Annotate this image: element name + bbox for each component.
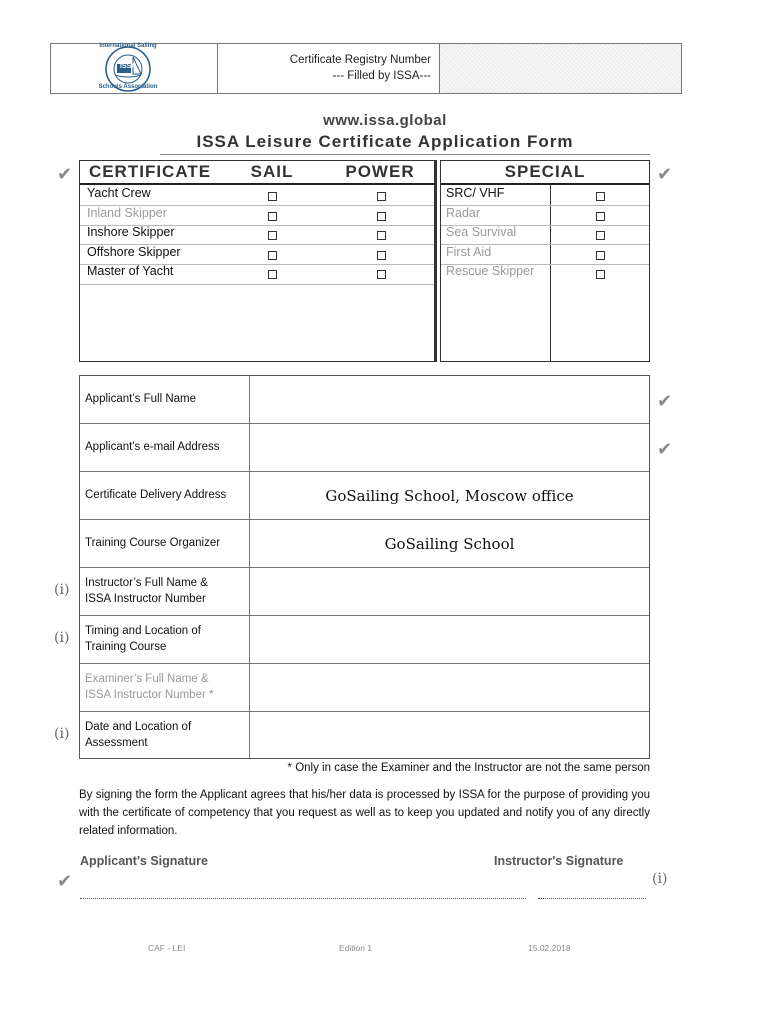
registry-note: --- Filled by ISSA---	[332, 70, 431, 82]
certificate-row-label: Inshore Skipper	[87, 225, 175, 240]
row-rule	[80, 284, 434, 285]
special-checkbox[interactable]	[596, 212, 605, 221]
check-icon: ✔	[657, 439, 673, 459]
certificate-row-label: Master of Yacht	[87, 264, 174, 279]
power-checkbox[interactable]	[377, 251, 386, 260]
special-checkbox[interactable]	[596, 231, 605, 240]
applicant-row	[80, 376, 649, 424]
power-checkbox[interactable]	[377, 192, 386, 201]
power-checkbox[interactable]	[377, 212, 386, 221]
special-row-label: First Aid	[446, 244, 492, 259]
applicant-field-label: Applicant's e-mail Address	[85, 441, 220, 453]
applicant-row	[80, 472, 649, 520]
check-icon: ✔	[657, 391, 673, 411]
applicant-field-value[interactable]	[250, 376, 649, 423]
applicant-field-label: Applicant’s Full Name	[85, 393, 197, 405]
applicant-row	[80, 520, 649, 568]
form-title: ISSA Leisure Certificate Application Form	[196, 132, 574, 151]
form-edition: Edition 1	[339, 943, 373, 953]
header-rule	[80, 183, 435, 185]
registry-cell	[217, 44, 440, 93]
applicant-signature-line[interactable]	[80, 898, 526, 899]
title-rule	[160, 154, 650, 155]
registry-label: Certificate Registry Number	[289, 54, 431, 66]
applicant-row	[80, 616, 649, 664]
applicant-field-label: Date and Location of Assessment	[85, 721, 192, 749]
special-row-label: Rescue Skipper	[446, 264, 535, 279]
power-checkbox[interactable]	[377, 270, 386, 279]
applicant-field-value[interactable]	[250, 568, 649, 615]
applicant-field-value[interactable]: GoSailing School, Moscow office	[325, 486, 574, 505]
info-icon[interactable]: (i)	[54, 630, 70, 646]
special-header-rule	[441, 183, 649, 185]
form-code: CAF - LEI	[148, 943, 186, 953]
applicant-field-label: Timing and Location of Training Course	[85, 625, 201, 653]
applicant-field-value[interactable]: GoSailing School	[384, 534, 515, 553]
applicant-signature-label: Applicant's Signature	[80, 854, 208, 868]
registry-number-field	[440, 44, 681, 93]
footnote: * Only in case the Examiner and the Instructor are not the same person	[287, 762, 650, 774]
table-divider	[434, 160, 436, 362]
applicant-field-label: Instructor’s Full Name & ISSA Instructor Number	[85, 577, 208, 605]
applicant-field-label: Certificate Delivery Address	[85, 489, 227, 501]
special-divider	[550, 183, 551, 362]
applicant-field-label: Examiner’s Full Name & ISSA Instructor Number *	[85, 673, 214, 701]
info-icon[interactable]: (i)	[54, 582, 70, 598]
applicant-row	[80, 664, 649, 712]
applicant-row	[80, 712, 649, 760]
header-special: SPECIAL	[504, 162, 586, 181]
info-icon[interactable]: (i)	[54, 726, 70, 742]
website: www.issa.global	[323, 112, 447, 129]
header-certificate: CERTIFICATE	[88, 162, 212, 181]
sail-checkbox[interactable]	[268, 192, 277, 201]
special-checkbox[interactable]	[596, 270, 605, 279]
applicant-field-label: Training Course Organizer	[85, 537, 221, 549]
power-checkbox[interactable]	[377, 231, 386, 240]
applicant-field-value[interactable]	[250, 424, 649, 471]
sail-checkbox[interactable]	[268, 270, 277, 279]
sail-checkbox[interactable]	[268, 231, 277, 240]
special-checkbox[interactable]	[596, 251, 605, 260]
logo-mark: ISSA	[120, 63, 137, 70]
special-row-label: Sea Survival	[446, 225, 517, 240]
special-row-label: SRC/ VHF	[446, 186, 505, 200]
special-checkbox[interactable]	[596, 192, 605, 201]
sail-checkbox[interactable]	[268, 251, 277, 260]
check-icon: ✔	[57, 164, 73, 184]
certificate-row-label: Yacht Crew	[87, 186, 151, 200]
applicant-field-value[interactable]	[250, 664, 649, 711]
applicant-row	[80, 424, 649, 472]
applicant-row	[80, 568, 649, 616]
applicant-field-value[interactable]	[250, 616, 649, 663]
info-icon[interactable]: (i)	[652, 871, 668, 887]
instructor-signature-line[interactable]	[538, 898, 646, 899]
logo-text-bottom: Schools Association	[98, 84, 158, 90]
certificate-row-label: Inland Skipper	[87, 205, 167, 220]
instructor-signature-label: Instructor's Signature	[494, 854, 624, 868]
header-power: POWER	[345, 162, 415, 181]
check-icon: ✔	[657, 164, 673, 184]
sail-checkbox[interactable]	[268, 212, 277, 221]
header-box	[50, 43, 682, 94]
consent-text: By signing the form the Applicant agrees that his/her data is processed by ISSA for the purpose of providing you with the certificate of competency that you request as well as to keep you updated and notify you of any directly related information.	[79, 789, 650, 837]
check-icon: ✔	[57, 871, 73, 891]
certificate-row-label: Offshore Skipper	[87, 244, 181, 259]
logo-cell	[51, 44, 218, 93]
form-date: 15.02.2018	[528, 943, 571, 953]
applicant-table	[79, 375, 650, 759]
header-sail: SAIL	[250, 162, 294, 181]
logo-text-top: International Sailing	[99, 43, 157, 49]
special-row-label: Radar	[446, 205, 481, 220]
applicant-field-value[interactable]	[250, 712, 649, 759]
